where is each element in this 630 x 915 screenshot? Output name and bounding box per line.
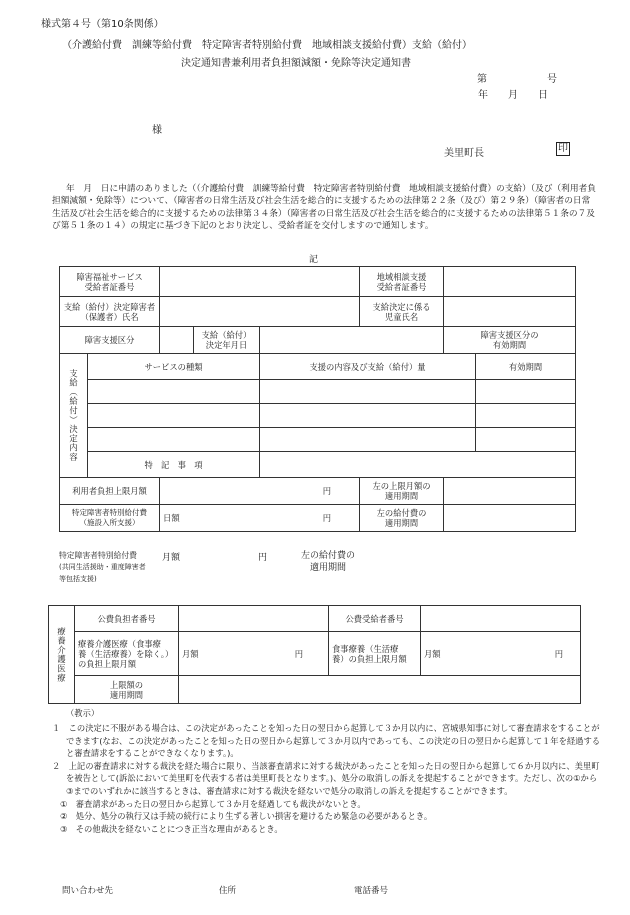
upper-limit-period-label: 左の上限月額の 適用期間 [360, 478, 444, 505]
limit-period-input[interactable] [179, 676, 581, 704]
support-content-cell[interactable] [260, 404, 476, 428]
support-content-cell[interactable] [260, 428, 476, 452]
support-content-cell[interactable] [260, 380, 476, 404]
note-condition-1: ① 審査請求があった日の翌日から起算して３か月を経過しても裁決がないとき。 [60, 798, 366, 809]
seal-box: 印 [558, 143, 568, 154]
support-content-header: 支援の内容及び支給（給付）量 [260, 354, 476, 380]
valid-period-cell[interactable] [476, 404, 576, 428]
notification-body: 年 月 日に申請のありました（（介護給付費 訓練等給付費 特定障害者特別給付費 地域相談支援給付費）の支給）（及び（利用者負担額減額・免除等）について、（障害者の日常生活及び社会生活を総合的に支援するための法律第２２条（及び）第２９条）（障害者の日常生活及び社会生活を総合的に支援するための法律第３４条）（障害者の日常生活及び社会生活を総合的に支援するための法律第５１条の７及び第５１条の１４）の規定に基づき下記のとおり決定し、受給者証を交付しますので通知します。 [52, 184, 596, 231]
disability-class-label: 障害支援区分 [60, 327, 160, 354]
upper-limit-period-input[interactable] [444, 478, 576, 505]
public-payer-input[interactable] [179, 606, 329, 632]
address-label: 住所 [219, 886, 237, 896]
decision-date-input[interactable] [260, 327, 444, 354]
limit-period-label: 上限額の 適用期間 [75, 676, 179, 704]
special-benefit-input[interactable]: 日額 円 [160, 505, 360, 532]
document-title-line1: （介護給付費 訓練等給付費 特定障害者特別給付費 地域相談支援給付費）支給（給付） [62, 40, 472, 51]
decision-table [59, 266, 576, 532]
special-benefit2-monthly: 月額 [162, 553, 181, 563]
guardian-name-label: 支給（給付）決定障害者 （保護者）氏名 [60, 297, 160, 327]
remarks-label: 特 記 事 項 [88, 452, 260, 478]
document-number: 第 号 [477, 74, 557, 85]
medical-care-side-label: 療養介護医療 [49, 606, 75, 704]
appeal-notes [52, 722, 602, 835]
special-benefit2-period-label: 左の給付費の 適用期間 [301, 551, 356, 573]
guardian-name-input[interactable] [160, 297, 360, 327]
welfare-number-input[interactable] [160, 267, 360, 297]
service-type-cell[interactable] [88, 428, 260, 452]
inquiry-label: 問い合わせ先 [62, 886, 114, 896]
note-2: ２ 上記の審査請求に対する裁決を経た場合に限り、当該審査請求に対する裁決があったことを知った日の翌日から起算して６か月以内に、美里町を被告として(訴訟において美里町を代表する者は美里町長となります。)、処分の取消しの訴えを提起することができます。ただし、次の①から③までのいずれかに該当するときは、審査請求に対する裁決を経ないで処分の取消しの訴えを提起することができます。 [52, 760, 600, 796]
valid-period-cell[interactable] [476, 380, 576, 404]
upper-limit-input[interactable]: 円 [160, 478, 360, 505]
addressee-suffix: 様 [152, 125, 162, 136]
care-limit-label: 療養介護医療（食事療 養（生活療養）を除く。） の負担上限月額 [75, 632, 179, 676]
child-name-label: 支給決定に係る 児童氏名 [360, 297, 444, 327]
upper-limit-label: 利用者負担上限月額 [60, 478, 160, 505]
decision-content-side-label: 支給（給付）決定内容 [60, 354, 88, 478]
service-type-header: サービスの種類 [88, 354, 260, 380]
public-recipient-input[interactable] [421, 606, 581, 632]
remarks-input[interactable] [260, 452, 576, 478]
consult-number-input[interactable] [444, 267, 576, 297]
special-benefit-period-label: 左の給付費の 適用期間 [360, 505, 444, 532]
special-benefit-label: 特定障害者特別給付費 （施設入所支援） [60, 505, 160, 532]
issuer-name: 美里町長 [444, 148, 484, 159]
ki-mark: 記 [309, 255, 319, 265]
welfare-number-label: 障害福祉サービス 受給者証番号 [60, 267, 160, 297]
disability-class-input[interactable] [160, 327, 194, 354]
meal-limit-input[interactable]: 月額 円 [421, 632, 581, 676]
valid-period-header: 有効期間 [476, 354, 576, 380]
service-type-cell[interactable] [88, 404, 260, 428]
care-limit-input[interactable]: 月額 円 [179, 632, 329, 676]
note-condition-3: ③ その他裁決を経ないことにつき正当な理由があるとき。 [60, 823, 283, 834]
form-number: 様式第４号（第10条関係） [41, 19, 164, 30]
special-benefit2-label: 特定障害者特別給付費 (共同生活援助・重度障害者 等包括支援) [59, 551, 146, 583]
document-date: 年 月 日 [478, 90, 548, 101]
valid-period-cell[interactable] [476, 428, 576, 452]
special-benefit2-yen: 円 [258, 553, 268, 563]
public-recipient-label: 公費受給者番号 [329, 606, 421, 632]
note-condition-2: ② 処分、処分の執行又は手続の続行により生ずる著しい損害を避けるため緊急の必要があるとき。 [60, 811, 433, 822]
service-type-cell[interactable] [88, 380, 260, 404]
decision-date-label: 支給（給付） 決定年月日 [194, 327, 260, 354]
phone-label: 電話番号 [354, 886, 389, 896]
child-name-input[interactable] [444, 297, 576, 327]
document-title-line2: 決定通知書兼利用者負担額減額・免除等決定通知書 [181, 58, 411, 69]
class-period-label: 障害支援区分の 有効期間 [444, 327, 576, 354]
meal-limit-label: 食事療養（生活療 養）の負担上限月額 [329, 632, 421, 676]
note-1: １ この決定に不服がある場合は、この決定があったことを知った日の翌日から起算して３か月以内に、宮城県知事に対して審査請求をすることができます(なお、この決定があったことを知った日の翌日から起算して３か月以内であっても、この決定の日の翌日から起算して１年を経過すると審査請求をすることができなくなります。)。 [52, 723, 601, 759]
public-payer-label: 公費負担者番号 [75, 606, 179, 632]
special-benefit-period-input[interactable] [444, 505, 576, 532]
notes-heading: （教示） [66, 708, 100, 718]
consult-number-label: 地域相談支援 受給者証番号 [360, 267, 444, 297]
medical-care-table [48, 605, 581, 704]
